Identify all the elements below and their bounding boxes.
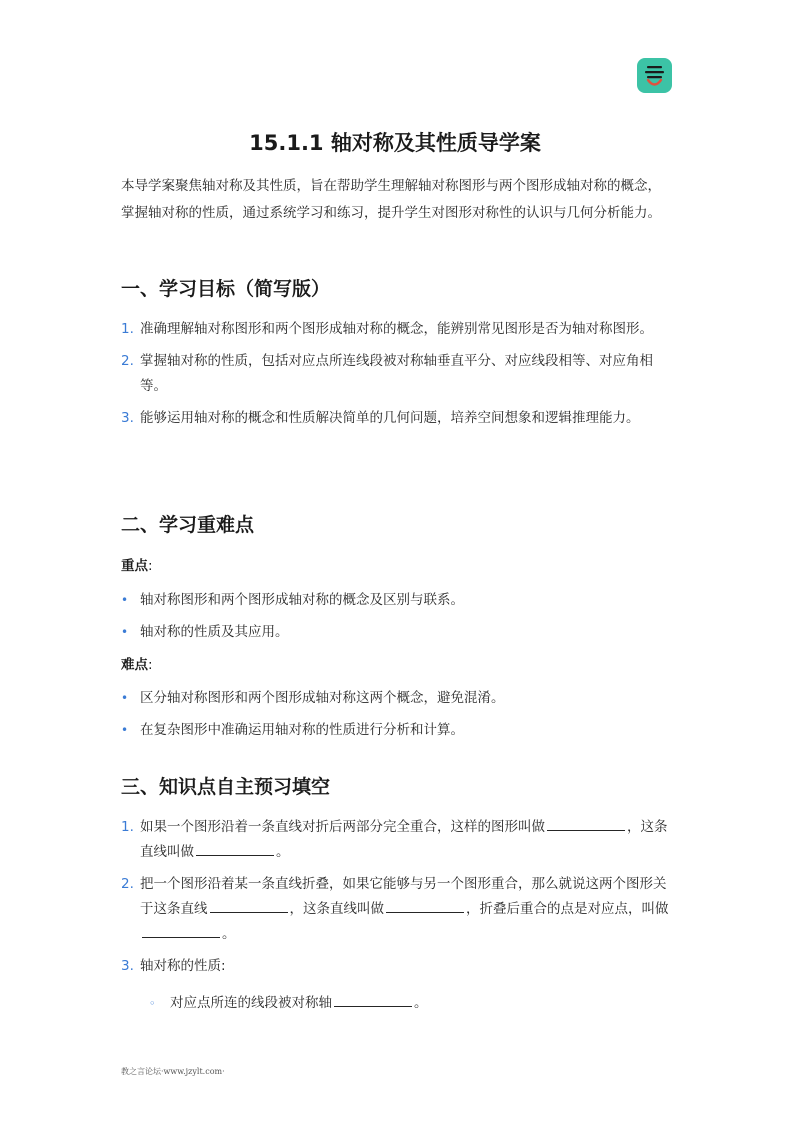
list-item: • 在复杂图形中准确运用轴对称的性质进行分析和计算。 (121, 722, 464, 738)
key-points-label: 重点: (121, 558, 153, 574)
preview-list (121, 815, 669, 986)
section-heading-key-points: 二、学习重难点 (121, 514, 255, 536)
document-title: 15.1.1 轴对称及其性质导学案 (249, 131, 541, 155)
list-item: 2. 把一个图形沿着某一条直线折叠，如果它能够与另一个图形重合，那么就说这两个图形关于这条直线 ，这条直线叫做 ，折叠后重合的点是对应点，叫做。 (121, 876, 669, 942)
list-item: 3. 能够运用轴对称的概念和性质解决简单的几何问题，培养空间想象和逻辑推理能力。 (121, 410, 640, 426)
list-item: 1. 如果一个图形沿着一条直线对折后两部分完全重合，这样的图形叫做 ，这条直线叫做 。 (121, 815, 669, 865)
fill-blank (386, 898, 464, 913)
objectives-list (121, 317, 669, 438)
fill-blank (547, 816, 625, 831)
difficult-points-list (121, 686, 669, 750)
list-item: ◦ 对应点所连的线段被对称轴 。 (149, 991, 669, 1016)
fill-blank (196, 841, 274, 856)
section-heading-preview: 三、知识点自主预习填空 (121, 776, 331, 798)
fill-blank (142, 923, 220, 938)
list-item: • 区分轴对称图形和两个图形成轴对称这两个概念，避免混淆。 (121, 690, 505, 706)
intro-paragraph: 本导学案聚焦轴对称及其性质，旨在帮助学生理解轴对称图形与两个图形成轴对称的概念，掌握轴对称的性质，通过系统学习和练习，提升学生对图形对称性的认识与几何分析能力。 (121, 178, 661, 221)
list-item: • 轴对称图形和两个图形成轴对称的概念及区别与联系。 (121, 592, 464, 608)
list-item: • 轴对称的性质及其应用。 (121, 624, 289, 640)
key-points-list (121, 588, 669, 652)
fill-blank (210, 898, 288, 913)
fill-blank (334, 992, 412, 1007)
list-item: 2. 掌握轴对称的性质，包括对应点所连线段被对称轴垂直平分、对应线段相等、对应角相等。 (121, 353, 653, 394)
section-heading-objectives: 一、学习目标（简写版） (121, 278, 331, 300)
difficult-points-label: 难点: (121, 657, 153, 673)
jiaozhiyan-logo-icon (637, 58, 672, 93)
page-footer: 教之言论坛·www.jzylt.com· (121, 1067, 225, 1076)
list-item: 3. 轴对称的性质: (121, 958, 226, 974)
list-item: 1. 准确理解轴对称图形和两个图形成轴对称的概念，能辨别常见图形是否为轴对称图形。 (121, 321, 653, 337)
properties-sublist (149, 991, 669, 1016)
